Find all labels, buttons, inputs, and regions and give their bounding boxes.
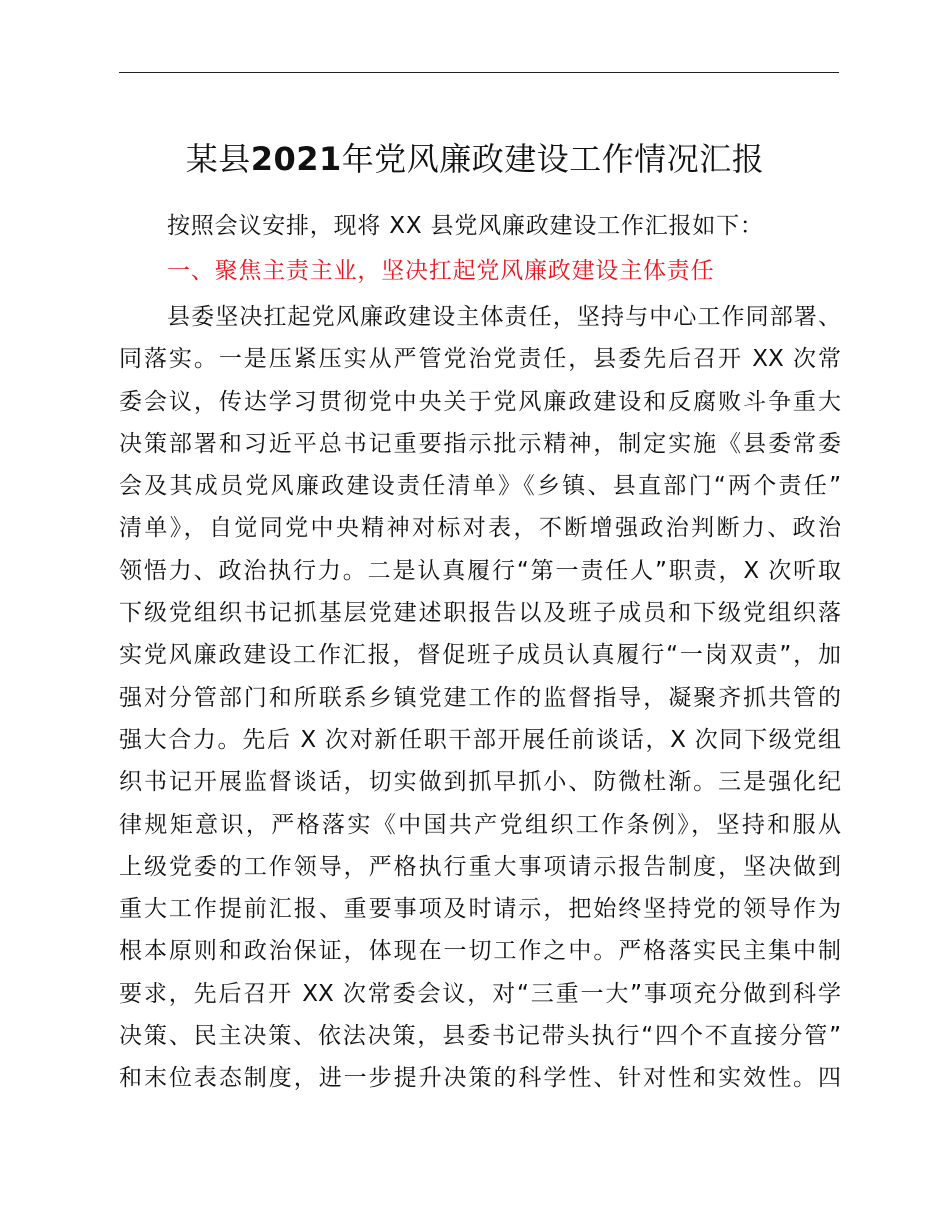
body-line: 清单》，自觉同党中央精神对标对表，不断增强政治判断力、政治: [119, 515, 841, 542]
body-line: 决策部署和习近平总书记重要指示批示精神，制定实施《县委常委: [119, 430, 841, 457]
document-title: [0, 136, 950, 182]
header-rule: [119, 72, 839, 73]
body-line: 要求，先后召开 XX 次常委会议，对“三重一大”事项充分做到科学: [119, 980, 841, 1007]
title-prefix: 某县: [185, 140, 251, 178]
body-line: 重大工作提前汇报、重要事项及时请示，把始终坚持党的领导作为: [119, 896, 841, 923]
body-line: 决策、民主决策、依法决策，县委书记带头执行“四个不直接分管”: [119, 1023, 841, 1050]
body-line: 织书记开展监督谈话，切实做到抓早抓小、防微杜渐。三是强化纪: [119, 769, 841, 796]
title-year: 2021: [250, 140, 342, 178]
body-line: 下级党组织书记抓基层党建述职报告以及班子成员和下级党组织落: [119, 600, 841, 627]
body-line: 根本原则和政治保证，体现在一切工作之中。严格落实民主集中制: [119, 938, 841, 965]
body-line: 实党风廉政建设工作汇报，督促班子成员认真履行“一岗双责”，加: [119, 642, 841, 669]
body-line: 领悟力、政治执行力。二是认真履行“第一责任人”职责，X 次听取: [119, 557, 841, 584]
body-line: 会及其成员党风廉政建设责任清单》《乡镇、县直部门“两个责任”: [119, 473, 841, 500]
body-paragraph: [119, 296, 841, 1100]
body-line: 上级党委的工作领导，严格执行重大事项请示报告制度，坚决做到: [119, 853, 841, 880]
body-line: 强对分管部门和所联系乡镇党建工作的监督指导，凝聚齐抓共管的: [119, 684, 841, 711]
body-line: 律规矩意识，严格落实《中国共产党组织工作条例》，坚持和服从: [119, 811, 841, 838]
body-line: 同落实。一是压紧压实从严管党治党责任，县委先后召开 XX 次常: [119, 346, 841, 373]
body-line: 县委坚决扛起党风廉政建设主体责任，坚持与中心工作同部署、: [167, 304, 841, 330]
title-suffix: 年党风廉政建设工作情况汇报: [341, 140, 765, 178]
body-line: 委会议，传达学习贯彻党中央关于党风廉政建设和反腐败斗争重大: [119, 388, 841, 415]
body-line: 强大合力。先后 X 次对新任职干部开展任前谈话，X 次同下级党组: [119, 726, 841, 753]
body-line: 和末位表态制度，进一步提升决策的科学性、针对性和实效性。四: [119, 1065, 841, 1092]
section-heading-1: 一、聚焦主责主业，坚决扛起党风廉政建设主体责任: [167, 258, 715, 284]
intro-paragraph: 按照会议安排，现将 XX 县党风廉政建设工作汇报如下：: [167, 213, 764, 239]
